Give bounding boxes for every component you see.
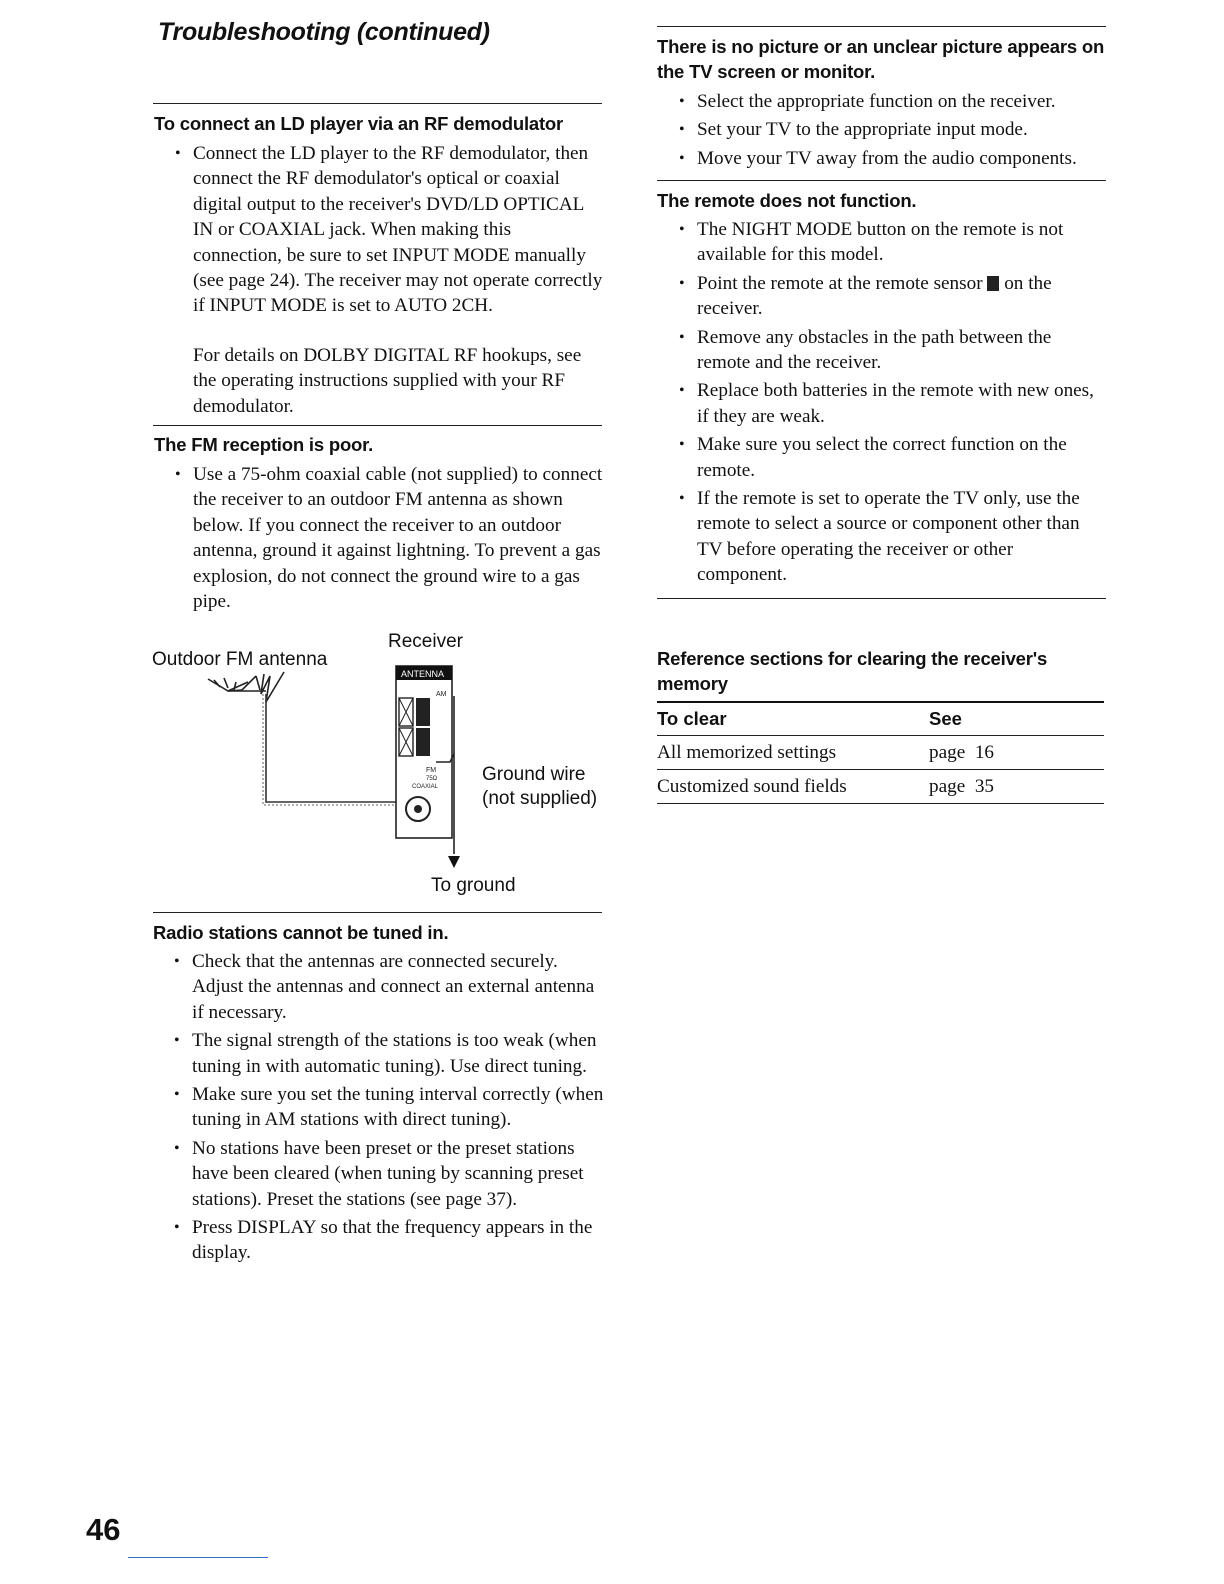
list-item: • Move your TV away from the audio components. <box>657 146 1112 171</box>
list-item: • The NIGHT MODE button on the remote is not available for this model. <box>657 217 1107 268</box>
section-divider <box>657 598 1106 599</box>
panel-fm-label: FM <box>426 767 437 774</box>
receiver-panel <box>396 666 452 838</box>
panel-am-label: AM <box>436 691 447 698</box>
section-divider <box>153 103 602 104</box>
picture-heading: There is no picture or an unclear picture appears on the TV screen or monitor. <box>657 36 1105 82</box>
table-row <box>657 736 1104 770</box>
remote-heading: The remote does not function. <box>657 190 917 211</box>
remote-sensor-icon <box>987 276 999 291</box>
list-item: • Select the appropriate function on the receiver. <box>657 89 1112 114</box>
antenna-icon <box>208 672 284 702</box>
table-row <box>657 770 1104 804</box>
list-item: • Make sure you set the tuning interval correctly (when tuning in AM stations with direct tuning). <box>152 1082 607 1133</box>
list-item: • Set your TV to the appropriate input mode. <box>657 117 1112 142</box>
reference-table <box>657 701 1104 804</box>
receiver-label: Receiver <box>388 631 463 652</box>
list-item: • Connect the LD player to the RF demodulator, then connect the RF demodulator's optical or coaxial digital output to the receiver's DVD/LD OPTICAL IN or COAXIAL jack. When making this connection, be sure to set INPUT MODE manually (see page 24). The receiver may not operate correctly if INPUT MODE is set to AUTO 2CH. <box>153 141 603 319</box>
list-item: • Press DISPLAY so that the frequency appears in the display. <box>152 1215 607 1266</box>
ld-heading: To connect an LD player via an RF demodulator <box>154 113 564 134</box>
section-divider <box>153 425 602 426</box>
ld-bullet-list <box>153 141 603 322</box>
list-item: • If the remote is set to operate the TV only, use the remote to select a source or component other than TV before operating the receiver or other component. <box>657 486 1107 588</box>
panel-antenna-label: ANTENNA <box>401 669 445 679</box>
col-to-clear: To clear <box>657 702 929 736</box>
list-item: • Check that the antennas are connected securely. Adjust the antennas and connect an external antenna if necessary. <box>152 949 607 1025</box>
list-item: • No stations have been preset or the preset stations have been cleared (when tuning by scanning preset stations). Preset the stations (see page 37). <box>152 1136 607 1212</box>
ground-wire-label: Ground wire <box>482 764 586 785</box>
reference-heading: Reference sections for clearing the receiver's memory <box>657 648 1048 694</box>
to-ground-label: To ground <box>431 875 516 896</box>
ld-note: For details on DOLBY DIGITAL RF hookups, see the operating instructions supplied with your RF demodulator. <box>193 345 582 417</box>
section-divider <box>657 26 1106 27</box>
list-item: • The signal strength of the stations is too weak (when tuning in with automatic tuning). Use direct tuning. <box>152 1028 607 1079</box>
diagram-drawing <box>150 622 610 902</box>
radio-heading: Radio stations cannot be tuned in. <box>153 922 449 943</box>
coaxial-cable <box>263 694 396 805</box>
col-see: See <box>929 702 1104 736</box>
section-divider <box>153 912 602 913</box>
section-divider <box>657 180 1106 181</box>
radio-bullet-list <box>152 949 607 1269</box>
list-item <box>657 271 1107 322</box>
table-header-row <box>657 702 1104 736</box>
fm-heading: The FM reception is poor. <box>154 434 374 455</box>
footer-rule <box>128 1557 268 1558</box>
page-title: Troubleshooting (continued) <box>158 18 490 46</box>
list-item: • Replace both batteries in the remote with new ones, if they are weak. <box>657 378 1107 429</box>
remote-sensor-suffix: on the receiver. <box>697 272 1052 320</box>
remote-bullet-list <box>657 217 1107 591</box>
ground-wire-note: (not supplied) <box>482 788 598 809</box>
fm-bullet-list <box>153 462 603 617</box>
panel-coaxial-label: COAXIAL <box>412 784 439 790</box>
antenna-hookup-diagram <box>150 622 610 902</box>
row-item: All memorized settings <box>657 736 929 770</box>
row-page: page 16 <box>929 736 1104 770</box>
remote-sensor-text: Point the remote at the remote sensor <box>697 272 983 294</box>
panel-ohm-label: 75Ω <box>426 776 438 782</box>
list-item: • Use a 75-ohm coaxial cable (not supplied) to connect the receiver to an outdoor FM antenna as shown below. If you connect the receiver to an outdoor antenna, ground it against lightning. To prevent a gas explosion, do not connect the ground wire to a gas pipe. <box>153 462 603 614</box>
row-item: Customized sound fields <box>657 770 929 804</box>
row-page: page 35 <box>929 770 1104 804</box>
ground-arrow-icon <box>448 856 460 868</box>
list-item: • Make sure you select the correct function on the remote. <box>657 432 1107 483</box>
picture-bullet-list <box>657 89 1112 174</box>
antenna-label: Outdoor FM antenna <box>152 649 328 670</box>
list-item: • Remove any obstacles in the path between the remote and the receiver. <box>657 325 1107 376</box>
page-number: 46 <box>86 1512 121 1547</box>
